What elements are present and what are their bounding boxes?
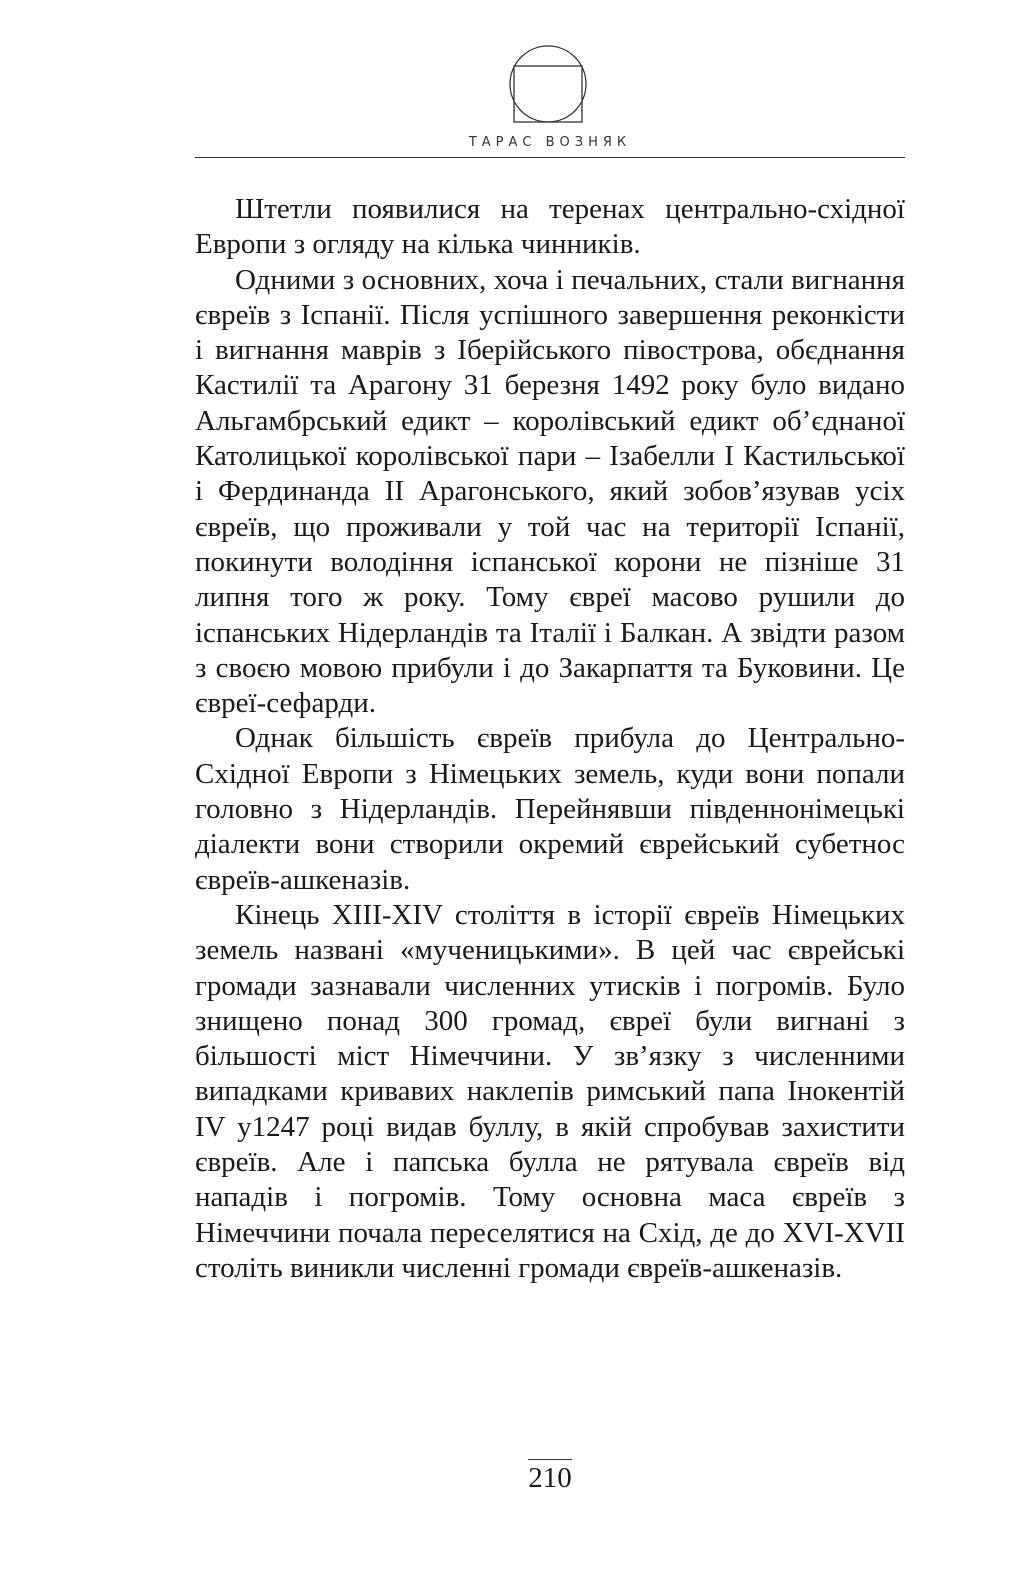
paragraph: Штетли появилися на теренах центрально-східної Европи з огляду на кілька чинників.	[195, 193, 905, 261]
running-head: ТАРАС ВОЗНЯК	[468, 135, 632, 150]
paragraph: Однак більшість євреїв прибула до Центрально-Східної Европи з Німецьких земель, куди вони попали головно з Нідерландів. Перейнявши південнонімецькі діалекти вони створили окремий єврейський субетнос євреїв-ашкеназів.	[195, 722, 905, 896]
paragraph: Кінець ХІІІ-XIV століття в історії євреїв Німецьких земель названі «мученицькими». В цей час єврейські громади зазнавали численних утисків і погромів. Було знищено понад 300 громад, євреї були вигнані з більшості міст Німеччини. У зв’язку з численними випадками кривавих наклепів римський папа Інокентій IV у1247 році видав буллу, в якій спробував захистити євреїв. Але і папська булла не рятувала євреїв від нападів і погромів. Тому основна маса євреїв з Німеччини почала переселятися на Схід, де до XVI-XVII століть виникли численні громади євреїв-ашкеназів.	[195, 898, 905, 1284]
paragraph: Одними з основних, хоча і печальних, стали вигнання євреїв з Іспанії. Після успішного завершення реконкісти і вигнання маврів з Іберійського півострова, обєднання Кастилії та Арагону 31 березня 1492 року було видано Альгамбрський едикт – королівський едикт об’єднаної Католицької королівської пари – Ізабелли І Кастильської і Фердинанда ІІ Арагонського, який зобов’язував усіх євреїв, що проживали у той час на території Іспанії, покинути володіння іспанської корони не пізніше 31 липня того ж року. Тому євреї масово рушили до іспанських Нідерландів та Італії і Балкан. А звідти разом з своєю мовою прибули і до Закарпаття та Буковини. Це євреї-сефарди.	[195, 263, 905, 720]
circle-square-emblem-icon	[508, 44, 588, 124]
page-number-container	[195, 1461, 905, 1496]
header-rule	[195, 157, 905, 158]
body-text	[195, 192, 905, 1286]
page-number: 210	[528, 1459, 572, 1494]
